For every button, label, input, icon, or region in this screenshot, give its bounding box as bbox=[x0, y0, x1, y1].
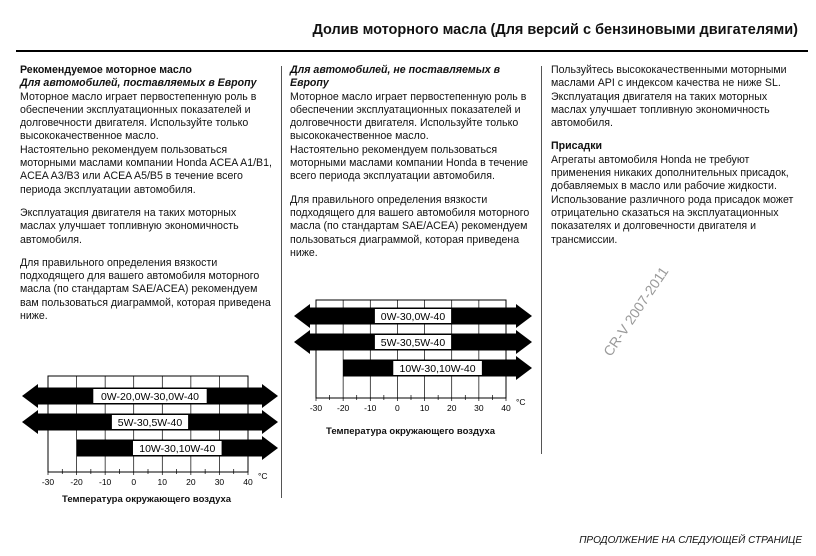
chart-xlabel: Температура окружающего воздуха bbox=[62, 494, 232, 505]
column-right bbox=[551, 64, 803, 257]
tick-label: 30 bbox=[214, 477, 225, 487]
paragraph: Для правильного определения вязкости подходящего для вашего автомобиля моторного масла (по стандартам SAE/ACEA) рекомендуем вам пользоваться диаграммой, которая приведена ниже. bbox=[20, 256, 271, 323]
bar-label: 10W-30,10W-40 bbox=[399, 363, 476, 375]
unit-label: °C bbox=[258, 471, 268, 481]
paragraph: Пользуйтесь высококачественными моторными маслами API с индексом качества не ниже SL. Эксплуатация двигателя на таких моторных маслах улучшает топливную экономичность автомобиля. bbox=[551, 64, 787, 130]
bar-label: 5W-30,5W-40 bbox=[380, 337, 446, 349]
tick-label: -30 bbox=[309, 403, 323, 413]
tick-label: 40 bbox=[501, 403, 511, 413]
page-title: Долив моторного масла (Для версий с бензиновыми двигателями) bbox=[312, 22, 798, 38]
column-left bbox=[20, 64, 272, 333]
tick-label: 10 bbox=[419, 403, 430, 413]
unit-label: °C bbox=[516, 397, 526, 407]
paragraph: Для правильного определения вязкости подходящего для вашего автомобиля моторного масла (по стандартам SAE/ACEA) рекомендуем пользоваться диаграммой, которая приведена ниже. bbox=[290, 193, 530, 259]
page-header bbox=[16, 0, 808, 52]
viscosity-chart-non-europe bbox=[290, 298, 535, 416]
column-divider-right bbox=[541, 66, 542, 454]
paragraph: Моторное масло играет первостепенную роль в обеспечении эксплуатационных показателей и долговечности двигателя. Используйте только высококачественное масло. bbox=[20, 90, 257, 143]
tick-label: -30 bbox=[41, 477, 55, 487]
chart-xlabel: Температура окружающего воздуха bbox=[326, 426, 496, 437]
watermark: CR-V 2007-2011 bbox=[600, 263, 672, 359]
bar-label: 0W-20,0W-30,0W-40 bbox=[100, 391, 200, 403]
tick-label: 20 bbox=[446, 403, 457, 413]
tick-label: 0 bbox=[131, 477, 137, 487]
tick-label: 40 bbox=[243, 477, 253, 487]
paragraph: Эксплуатация двигателя на таких моторных маслах улучшает топливную экономичность автомобиля. bbox=[20, 206, 239, 246]
additives-heading: Присадки bbox=[551, 140, 603, 153]
bar-label: 10W-30,10W-40 bbox=[139, 443, 216, 455]
paragraph: Агрегаты автомобиля Honda не требуют применения никаких дополнительных присадок, добавляемых в масло или рабочие жидкости. Использование различного рода присадок может отрицательно сказаться на эксплуатационных показателях и долговечности двигателя и трансмиссии. bbox=[551, 153, 794, 246]
tick-label: -20 bbox=[70, 477, 83, 487]
paragraph: Настоятельно рекомендуем пользоваться моторными маслами компании Honda ACEA A1/B1, ACEA A3/B3 или ACEA A5/B5 в течение всего периода эксплуатации автомобиля. bbox=[20, 143, 272, 196]
bar-label: 0W-30,0W-40 bbox=[380, 311, 446, 323]
column-middle bbox=[290, 64, 530, 270]
tick-label: -20 bbox=[336, 403, 350, 413]
tick-label: -10 bbox=[98, 477, 112, 487]
bar-label: 5W-30,5W-40 bbox=[117, 417, 183, 429]
tick-label: 20 bbox=[186, 477, 196, 487]
tick-label: -10 bbox=[364, 403, 377, 413]
tick-label: 10 bbox=[157, 477, 168, 487]
non-europe-subheading: Для автомобилей, не поставляемых в Европу bbox=[290, 64, 500, 90]
tick-label: 30 bbox=[474, 403, 484, 413]
recommended-oil-heading: Рекомендуемое моторное масло bbox=[20, 64, 192, 76]
paragraph: Настоятельно рекомендуем пользоваться моторными маслами компании Honda в течение всего периода эксплуатации автомобиля. bbox=[290, 143, 529, 183]
paragraph: Моторное масло играет первостепенную роль в обеспечении эксплуатационных показателей и долговечности двигателя. Используйте только высококачественное масло. bbox=[290, 90, 527, 143]
tick-label: 0 bbox=[395, 403, 400, 413]
continued-note: ПРОДОЛЖЕНИЕ НА СЛЕДУЮЩЕЙ СТРАНИЦЕ bbox=[579, 535, 802, 546]
viscosity-chart-europe bbox=[20, 374, 282, 490]
europe-subheading: Для автомобилей, поставляемых в Европу bbox=[20, 77, 257, 90]
